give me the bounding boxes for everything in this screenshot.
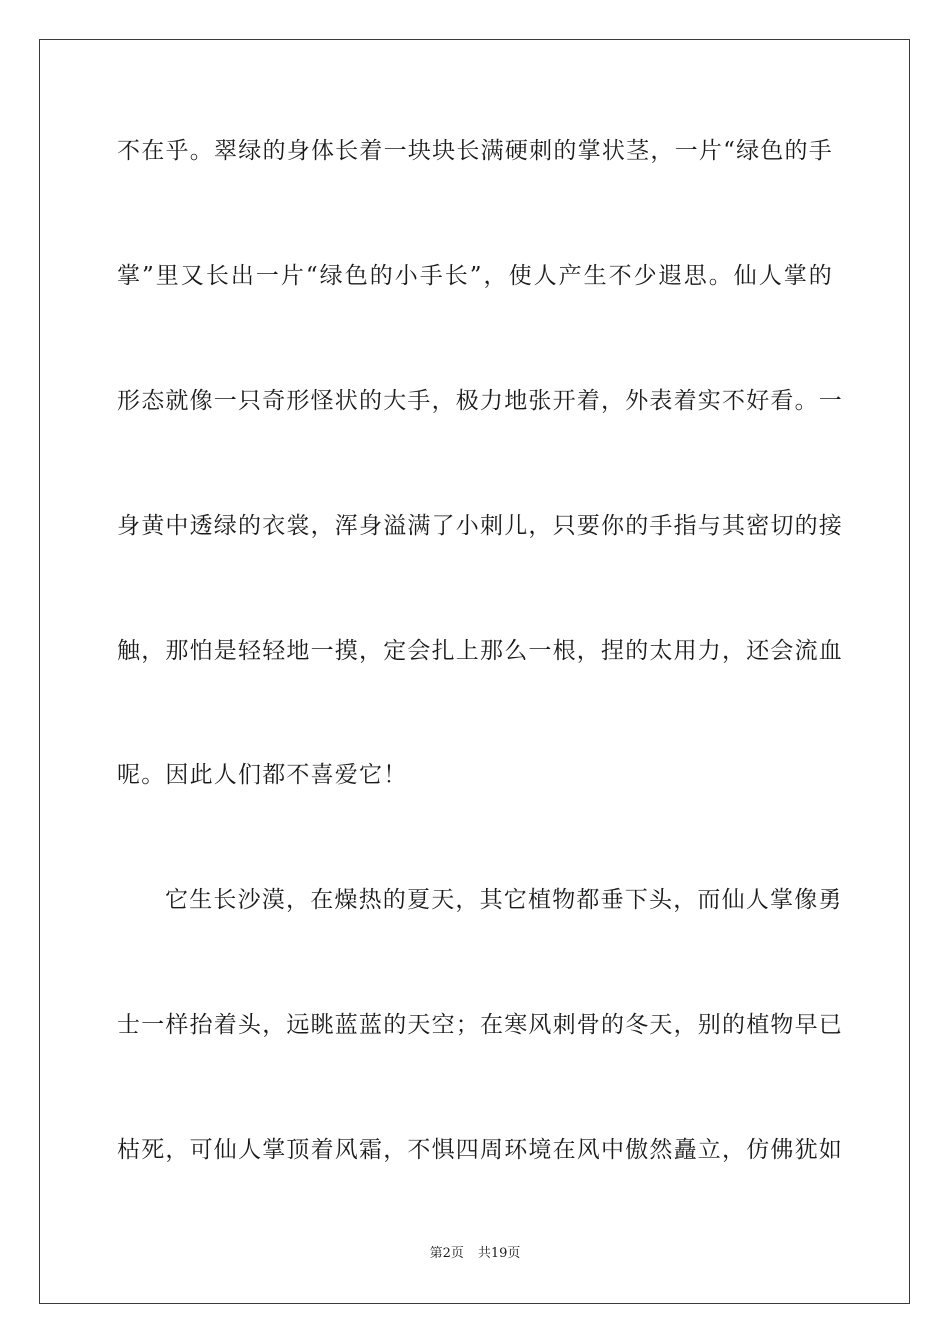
paragraph-1-line-1: 不在乎。翠绿的身体长着一块块长满硬刺的掌状茎，一片“绿色的手: [117, 138, 833, 164]
paragraph-1-line-4: 身黄中透绿的衣裳，浑身溢满了小刺儿，只要你的手指与其密切的接: [117, 513, 843, 539]
paragraph-1-line-2: 掌”里又长出一片“绿色的小手长”，使人产生不少遐思。仙人掌的: [117, 263, 833, 289]
page-total: 共19页: [477, 1246, 521, 1261]
paragraph-1-line-3: 形态就像一只奇形怪状的大手，极力地张开着，外表着实不好看。一: [117, 388, 843, 414]
paragraph-2-line-3: 枯死，可仙人掌顶着风霜，不惧四周环境在风中傲然矗立，仿佛犹如: [117, 1137, 843, 1163]
page-number: 第2页: [429, 1246, 464, 1261]
paragraph-1-line-6: 呢。因此人们都不喜爱它！: [117, 762, 408, 788]
paragraph-2-line-1: 它生长沙漠，在燥热的夏天，其它植物都垂下头，而仙人掌像勇: [165, 887, 843, 913]
paragraph-1-line-5: 触，那怕是轻轻地一摸，定会扎上那么一根，捏的太用力，还会流血: [117, 638, 843, 664]
paragraph-2-line-2: 士一样抬着头，远眺蓝蓝的天空；在寒风刺骨的冬天，别的植物早已: [117, 1012, 843, 1038]
page-footer: [0, 1245, 950, 1263]
page-border: [39, 39, 910, 1304]
